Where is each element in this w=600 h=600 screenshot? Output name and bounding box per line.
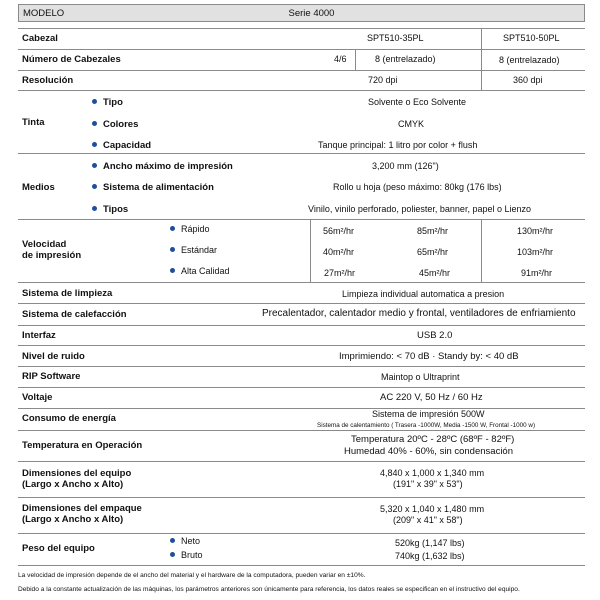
rule [355, 49, 356, 70]
num-cabezales-a2: 8 (entrelazado) [375, 54, 436, 64]
rule [18, 345, 585, 346]
medios-ancho-item [92, 161, 233, 172]
rule [18, 497, 585, 498]
rule [18, 387, 585, 388]
voltaje-label: Voltaje [22, 392, 53, 403]
calefaccion-label: Sistema de calefacción [22, 309, 127, 320]
resolucion-b: 360 dpi [513, 75, 543, 85]
dim-empaque-label-2: (Largo x Ancho x Alto) [22, 514, 124, 525]
rule [18, 49, 585, 50]
velocidad-value: 85m²/hr [417, 226, 449, 236]
consumo-value-2: Sistema de calentamiento ( Trasera -1000W, Media -1500 W, Frontal -1000 w) [317, 422, 536, 429]
resolucion-a: 720 dpi [368, 75, 398, 85]
medios-tipos-item [92, 204, 128, 215]
tinta-label: Tinta [22, 117, 45, 128]
consumo-label: Consumo de energía [22, 413, 116, 424]
tinta-capacidad-value: Tanque principal: 1 litro por color + flush [318, 140, 478, 150]
rule [18, 303, 585, 304]
medios-sistema-label: Sistema de alimentación [103, 182, 214, 193]
rule [18, 219, 585, 220]
velocidad-row-label: Estándar [181, 245, 218, 255]
medios-sistema-item [92, 182, 214, 193]
cabezal-model-a: SPT510-35PL [367, 33, 424, 43]
dim-equipo-value-2: (191" x 39" x 53") [393, 479, 463, 489]
header-bar [18, 4, 585, 22]
header-series: Serie 4000 [288, 8, 335, 19]
peso-neto-label: Neto [181, 536, 201, 546]
medios-label: Medios [22, 182, 55, 193]
velocidad-row-label: Rápido [181, 224, 210, 234]
peso-label: Peso del equipo [22, 543, 95, 554]
interfaz-value: USB 2.0 [417, 330, 453, 341]
rule [18, 153, 585, 154]
bullet-icon [92, 163, 97, 168]
dim-empaque-value-2: (209" x 41" x 58") [393, 515, 463, 525]
tinta-capacidad-item [92, 140, 151, 151]
rule [18, 565, 585, 566]
limpieza-label: Sistema de limpieza [22, 288, 113, 299]
bullet-icon [170, 538, 175, 543]
peso-bruto-label: Bruto [181, 550, 203, 560]
rule [18, 533, 585, 534]
temperatura-label: Temperatura en Operación [22, 440, 143, 451]
velocidad-label-1: Velocidad [22, 239, 67, 250]
velocidad-row-label: Alta Calidad [181, 266, 230, 276]
rule [18, 408, 585, 409]
dim-equipo-label-2: (Largo x Ancho x Alto) [22, 479, 124, 490]
dim-equipo-label-1: Dimensiones del equipo [22, 468, 132, 479]
ruido-value: Imprimiendo: < 70 dB · Standy by: < 40 dB [339, 351, 519, 362]
velocidad-label-2: de impresión [22, 250, 82, 261]
bullet-icon [92, 121, 97, 126]
bullet-icon [170, 552, 175, 557]
tinta-tipo-item [92, 97, 123, 108]
bullet-icon [92, 184, 97, 189]
velocidad-value: 103m²/hr [517, 247, 554, 257]
medios-sistema-value: Rollo u hoja (peso máximo: 80kg (176 lbs) [333, 182, 502, 192]
header-label: MODELO [23, 8, 65, 19]
bullet-icon [92, 206, 97, 211]
resolucion-label: Resolución [22, 75, 74, 86]
velocidad-value: 27m²/hr [324, 268, 356, 278]
velocidad-value: 56m²/hr [323, 226, 355, 236]
velocidad-value: 40m²/hr [323, 247, 355, 257]
cabezal-label: Cabezal [22, 33, 58, 44]
num-cabezales-label: Número de Cabezales [22, 54, 121, 65]
medios-ancho-value: 3,200 mm (126") [372, 161, 439, 171]
dim-equipo-value-1: 4,840 x 1,000 x 1,340 mm [380, 468, 485, 478]
rule [18, 70, 585, 71]
medios-tipos-label: Tipos [103, 204, 129, 215]
cabezal-model-b: SPT510-50PL [503, 33, 560, 43]
rule [481, 28, 482, 90]
num-cabezales-b: 8 (entrelazado) [499, 55, 560, 65]
bullet-icon [92, 99, 97, 104]
peso-bruto-value: 740kg (1,632 lbs) [395, 551, 465, 561]
consumo-value-1: Sistema de impresión 500W [372, 409, 485, 419]
footnote-2: Debido a la constante actualización de las máquinas, los parámetros anteriores son únicamente para referencia, los datos reales se especifican en el instructivo del equipo. [18, 586, 520, 593]
voltaje-value: AC 220 V, 50 Hz / 60 Hz [380, 392, 483, 403]
velocidad-value: 65m²/hr [417, 247, 449, 257]
temperatura-value-1: Temperatura 20ºC - 28ºC (68ºF - 82ºF) [351, 434, 515, 445]
rip-value: Maintop o Ultraprint [381, 372, 460, 382]
bullet-icon [92, 142, 97, 147]
medios-tipos-value: Vinilo, vinilo perforado, poliester, banner, papel o Lienzo [308, 204, 531, 214]
tinta-tipo-label: Tipo [103, 97, 123, 108]
velocidad-value: 130m²/hr [517, 226, 554, 236]
rip-label: RIP Software [22, 371, 81, 382]
velocidad-value: 45m²/hr [419, 268, 451, 278]
bullet-icon [170, 268, 175, 273]
limpieza-value: Limpieza individual automatica a presion [342, 289, 505, 299]
ruido-label: Nivel de ruido [22, 351, 85, 362]
rule [18, 325, 585, 326]
tinta-tipo-value: Solvente o Eco Solvente [368, 97, 467, 107]
peso-bruto-item [170, 550, 203, 561]
medios-ancho-label: Ancho máximo de impresión [103, 161, 233, 172]
peso-neto-item [170, 536, 200, 547]
dim-empaque-value-1: 5,320 x 1,040 x 1,480 mm [380, 504, 485, 514]
footnote-1: La velocidad de impresión depende de el ancho del material y el hardware de la computadora, pueden variar en ±10%. [18, 572, 366, 579]
num-cabezales-a1: 4/6 [334, 54, 347, 64]
tinta-colores-value: CMYK [398, 119, 425, 129]
temperatura-value-2: Humedad 40% - 60%, sin condensación [344, 446, 513, 457]
velocidad-row-estandar [170, 245, 217, 256]
tinta-colores-item [92, 119, 138, 130]
rule [18, 366, 585, 367]
velocidad-value: 91m²/hr [521, 268, 553, 278]
tinta-capacidad-label: Capacidad [103, 140, 152, 151]
tinta-colores-label: Colores [103, 119, 139, 130]
calefaccion-value: Precalentador, calentador medio y frontal, ventiladores de enfriamiento [262, 308, 576, 319]
velocidad-row-rapido [170, 224, 210, 235]
rule [481, 219, 482, 282]
peso-neto-value: 520kg (1,147 lbs) [395, 538, 465, 548]
rule [18, 461, 585, 462]
rule [18, 28, 585, 29]
interfaz-label: Interfaz [22, 330, 56, 341]
rule [310, 219, 311, 282]
bullet-icon [170, 226, 175, 231]
velocidad-row-alta [170, 266, 230, 277]
rule [18, 90, 585, 91]
bullet-icon [170, 247, 175, 252]
dim-empaque-label-1: Dimensiones del empaque [22, 503, 142, 514]
rule [18, 282, 585, 283]
